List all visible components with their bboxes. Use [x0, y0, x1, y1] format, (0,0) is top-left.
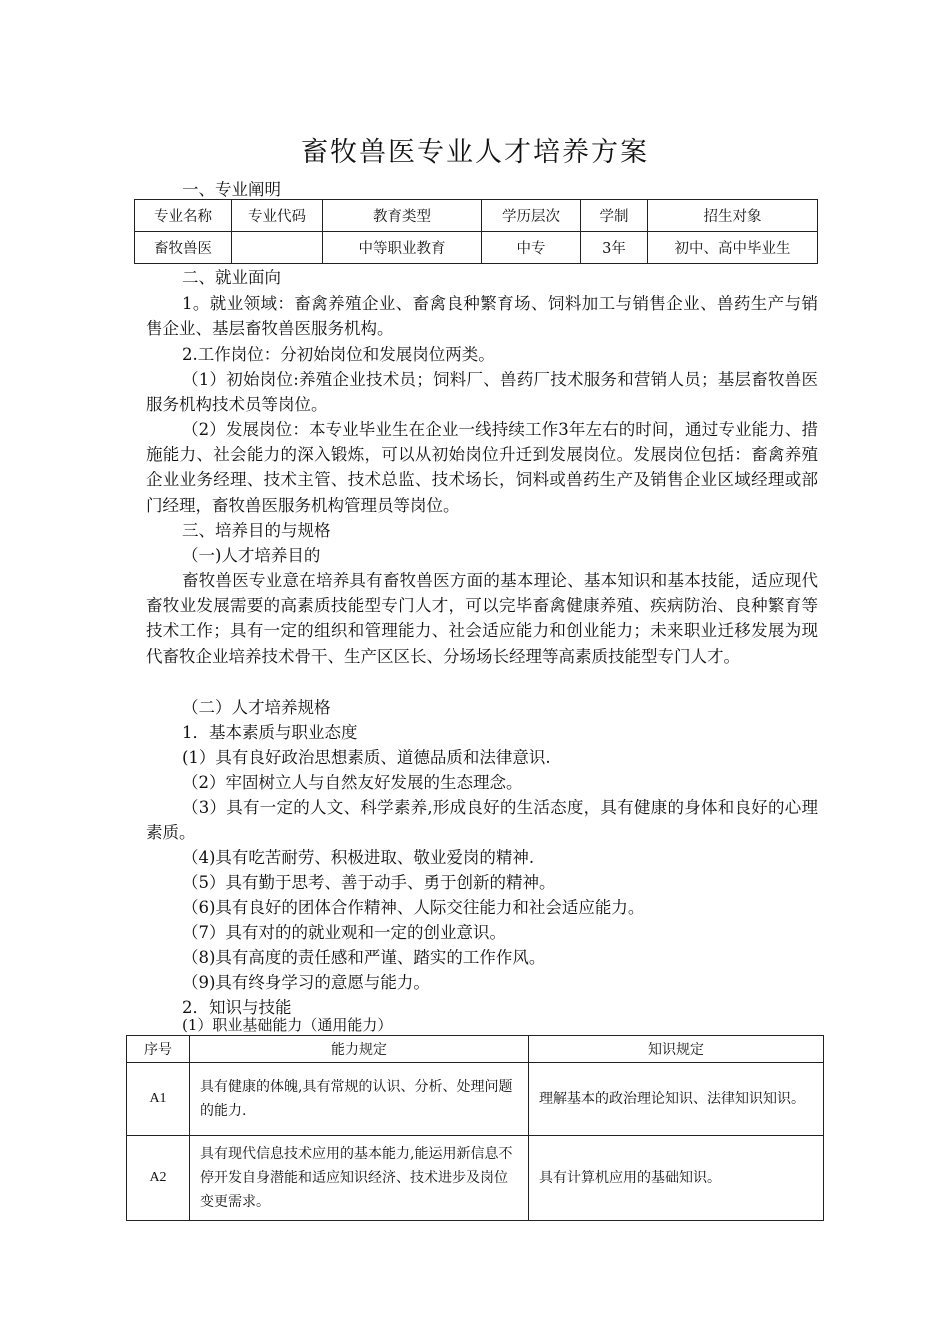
subheading: 1．基本素质与职业态度 — [182, 723, 358, 742]
paragraph: 1。就业领域：畜禽养殖企业、畜禽良种繁育场、饲料加工与销售企业、兽药生产与销售企业、基层畜牧兽医服务机构。 — [146, 294, 818, 339]
ability-cell: 具有健康的体魄,具有常规的认识、分析、处理问题的能力. — [190, 1063, 529, 1136]
paragraph: 畜牧兽医专业意在培养具有畜牧兽医方面的基本理论、基本知识和基本技能，适应现代畜牧业发展需要的高素质技能型专门人才，可以完毕畜禽健康养殖、疾病防治、良种繁育等技术工作；具有一定的组织和管理能力、社会适应能力和创业能力；未来职业迁移发展为现代畜牧企业培养技术骨干、生产区区长、分场场长经理等高素质技能型专门人才。 — [146, 571, 818, 666]
table-cell: 初中、高中毕业生 — [648, 232, 818, 264]
table-cell: 畜牧兽医 — [135, 232, 232, 264]
paragraph: （2）发展岗位：本专业毕业生在企业一线持续工作3年左右的时间，通过专业能力、措施能力、社会能力的深入锻炼，可以从初始岗位升迁到发展岗位。发展岗位包括：畜禽养殖企业业务经理、技术主管、技术总监、技术场长，饲料或兽药生产及销售企业区域经理或部门经理，畜牧兽医服务机构管理员等岗位。 — [146, 420, 818, 515]
list-item: （5）具有勤于思考、善于动手、勇于创新的精神。 — [182, 873, 556, 892]
header-cell: 专业名称 — [135, 200, 232, 232]
ability-table — [126, 1035, 824, 1221]
header-cell: 序号 — [127, 1036, 190, 1063]
subheading: 2．知识与技能 — [182, 998, 292, 1017]
list-item: （8)具有高度的责任感和严谨、踏实的工作作风。 — [182, 948, 546, 967]
table-cell — [232, 232, 323, 264]
header-cell: 招生对象 — [648, 200, 818, 232]
section-heading-1: 一、专业阐明 — [182, 180, 281, 199]
paragraph: （1）初始岗位:养殖企业技术员；饲料厂、兽药厂技术服务和营销人员；基层畜牧兽医服务机构技术员等岗位。 — [146, 370, 818, 415]
list-item: （7）具有对的的就业观和一定的创业意识。 — [182, 923, 506, 942]
table-cell: 3年 — [581, 232, 648, 264]
table-cell: 中专 — [482, 232, 581, 264]
header-cell: 专业代码 — [232, 200, 323, 232]
header-cell: 能力规定 — [190, 1036, 529, 1063]
list-item: （9)具有终身学习的意愿与能力。 — [182, 973, 430, 992]
ability-cell: 具有现代信息技术应用的基本能力,能运用新信息不停开发自身潜能和适应知识经济、技术进步及岗位变更需求。 — [190, 1136, 529, 1221]
knowledge-cell: 理解基本的政治理论知识、法律知识知识。 — [529, 1063, 824, 1136]
list-item: (1）具有良好政治思想素质、道德品质和法律意识. — [182, 748, 551, 767]
profile-table — [134, 199, 818, 264]
knowledge-cell: 具有计算机应用的基础知识。 — [529, 1136, 824, 1221]
subheading: （二）人才培养规格 — [182, 698, 331, 717]
profile-table-header-row — [135, 200, 818, 232]
profile-table-row — [135, 232, 818, 264]
ability-table-header-row — [127, 1036, 824, 1063]
table-row — [127, 1136, 824, 1221]
header-cell: 学历层次 — [482, 200, 581, 232]
table-cell: 中等职业教育 — [323, 232, 482, 264]
paragraph: 2.工作岗位：分初始岗位和发展岗位两类。 — [182, 345, 495, 364]
section-heading-2: 二、就业面向 — [182, 268, 281, 287]
header-cell: 知识规定 — [529, 1036, 824, 1063]
row-id: A1 — [127, 1063, 190, 1136]
subheading: (1）职业基础能力（通用能力） — [182, 1016, 393, 1034]
list-item: （2）牢固树立人与自然友好发展的生态理念。 — [182, 773, 523, 792]
list-item: （3）具有一定的人文、科学素养,形成良好的生活态度，具有健康的身体和良好的心理素质。 — [146, 798, 818, 843]
list-item: （4)具有吃苦耐劳、积极进取、敬业爱岗的精神. — [182, 848, 535, 867]
row-id: A2 — [127, 1136, 190, 1221]
subheading: （一)人才培养目的 — [182, 546, 321, 565]
list-item: （6)具有良好的团体合作精神、人际交往能力和社会适应能力。 — [182, 898, 645, 917]
document-title: 畜牧兽医专业人才培养方案 — [301, 137, 649, 168]
header-cell: 学制 — [581, 200, 648, 232]
section-heading-3: 三、培养目的与规格 — [182, 521, 331, 540]
header-cell: 教育类型 — [323, 200, 482, 232]
table-row — [127, 1063, 824, 1136]
